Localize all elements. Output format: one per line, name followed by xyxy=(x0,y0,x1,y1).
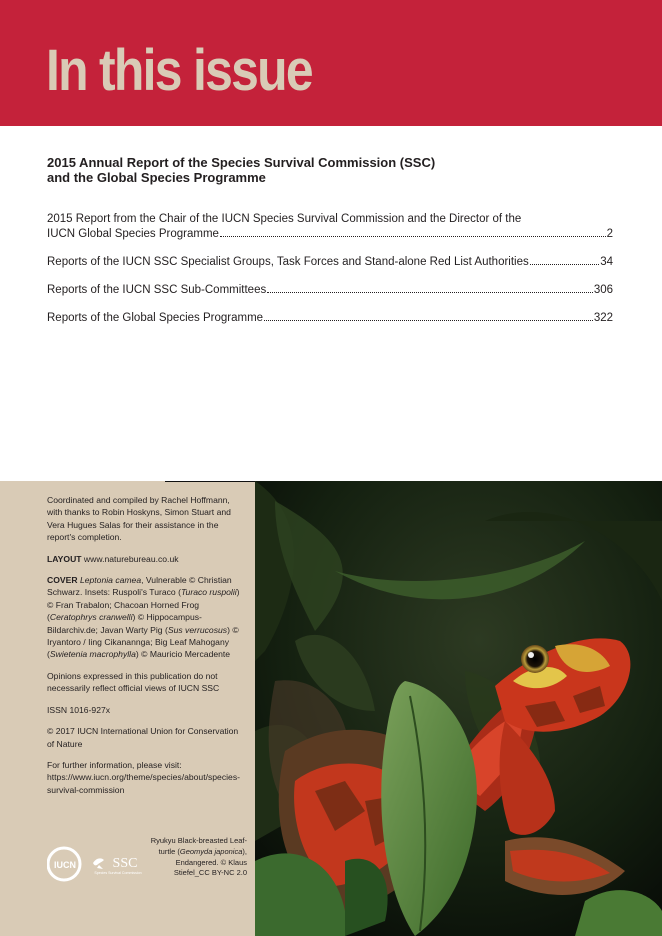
layout-value[interactable]: www.naturebureau.co.uk xyxy=(81,553,179,564)
title-banner xyxy=(0,0,662,126)
compiled-by-text: Coordinated and compiled by Rachel Hoffmann, with thanks to Robin Hoskyns, Simon Stuart and Vera Hugues Salas for their assistance in the report's completion. xyxy=(47,495,231,543)
ssc-logo-subtext: Species Survival Commission xyxy=(94,871,142,875)
logos xyxy=(47,845,147,885)
page-title: In this issue xyxy=(46,38,312,103)
cover-credit-text: ) © Fran Trabalon; Chacoan Horned Frog ( xyxy=(47,587,240,623)
ssc-logo-icon xyxy=(93,856,142,875)
cover-credit-text: ) © Hippocampus-Bildarchiv.de; Javan Warty Pig ( xyxy=(47,612,202,635)
cover-credit-species-name: Sus verrucosus xyxy=(167,624,228,635)
cover-credit-species-name: Leptonia camea xyxy=(79,575,142,586)
iucn-ssc-logos xyxy=(47,845,147,885)
section-heading-line-1: 2015 Annual Report of the Species Survival Commission (SSC) xyxy=(47,155,436,170)
toc-entry-title: Reports of the IUCN SSC Sub-Committees xyxy=(47,284,267,296)
dot-leader xyxy=(267,292,593,293)
iucn-logo-text: IUCN xyxy=(54,860,76,870)
cover-credit xyxy=(47,574,243,661)
dot-leader xyxy=(264,320,593,321)
section-heading xyxy=(47,155,607,185)
toc-entry-title: Reports of the Global Species Programme xyxy=(47,312,264,324)
cover-label: COVER xyxy=(47,575,78,586)
cover-credit-species-name: Turaco ruspolii xyxy=(180,587,237,598)
toc-page-number: 2 xyxy=(606,228,613,240)
cover-credit-text xyxy=(47,575,240,659)
cover-credit-text: ) © Mauricio Mercadente xyxy=(135,649,231,660)
cover-photo-turtle xyxy=(255,481,662,936)
turtle-illustration xyxy=(255,481,662,936)
toc-entry-title: IUCN Global Species Programme xyxy=(47,228,219,240)
toc-page-number: 306 xyxy=(593,284,613,296)
copyright-text: © 2017 IUCN International Union for Conservation of Nature xyxy=(47,726,239,749)
cover-credit-text: ) © Iryantoro / Iing Cikanannga; Big Leaf Mahogany ( xyxy=(47,624,239,660)
ssc-logo-text: SSC xyxy=(112,856,138,871)
toc-entry-first-line: 2015 Report from the Chair of the IUCN Species Survival Commission and the Director of the xyxy=(47,213,522,225)
dot-leader xyxy=(530,264,599,265)
further-info-text[interactable]: For further information, please visit: https://www.iucn.org/theme/species/about/species-survival-commission xyxy=(47,759,240,795)
toc-page-number: 34 xyxy=(600,256,613,268)
dot-leader xyxy=(220,236,606,237)
toc-entry-specialist-groups[interactable] xyxy=(47,255,613,270)
toc-entry-sub-committees[interactable] xyxy=(47,283,613,298)
cover-credit-species-name: Ceratophrys cranwelli xyxy=(49,612,133,623)
issn-text: ISSN 1016-927x xyxy=(47,704,111,715)
layout-credit xyxy=(47,553,243,565)
toc-entry-global-species[interactable] xyxy=(47,311,613,326)
toc-entry-chair-report[interactable] xyxy=(47,212,613,242)
toc-page-number: 322 xyxy=(593,312,613,324)
layout-label: LAYOUT xyxy=(47,553,82,564)
section-heading-line-2: and the Global Species Programme xyxy=(47,170,266,185)
iucn-logo-icon xyxy=(48,848,80,880)
cover-credit-species-name: Swietenia macrophylla xyxy=(49,649,136,660)
photo-caption xyxy=(147,836,247,879)
credits-text xyxy=(47,494,243,805)
table-of-contents xyxy=(47,212,613,339)
opinions-disclaimer: Opinions expressed in this publication do not necessarily reflect official views of IUCN SSC xyxy=(47,670,220,694)
toc-entry-title: Reports of the IUCN SSC Specialist Groups, Task Forces and Stand-alone Red List Authorities xyxy=(47,256,529,268)
cover-credit-text: , Vulnerable © Christian Schwarz. Insets: Ruspoli's Turaco ( xyxy=(47,575,232,598)
caption-text: ), Endangered. © Klaus Stiefel_CC BY-NC 2.0 xyxy=(173,846,247,878)
caption-species-name: Geomyda japonica xyxy=(179,846,243,856)
caption-text: Ryukyu Black-breasted Leaf-turtle ( xyxy=(150,836,247,856)
